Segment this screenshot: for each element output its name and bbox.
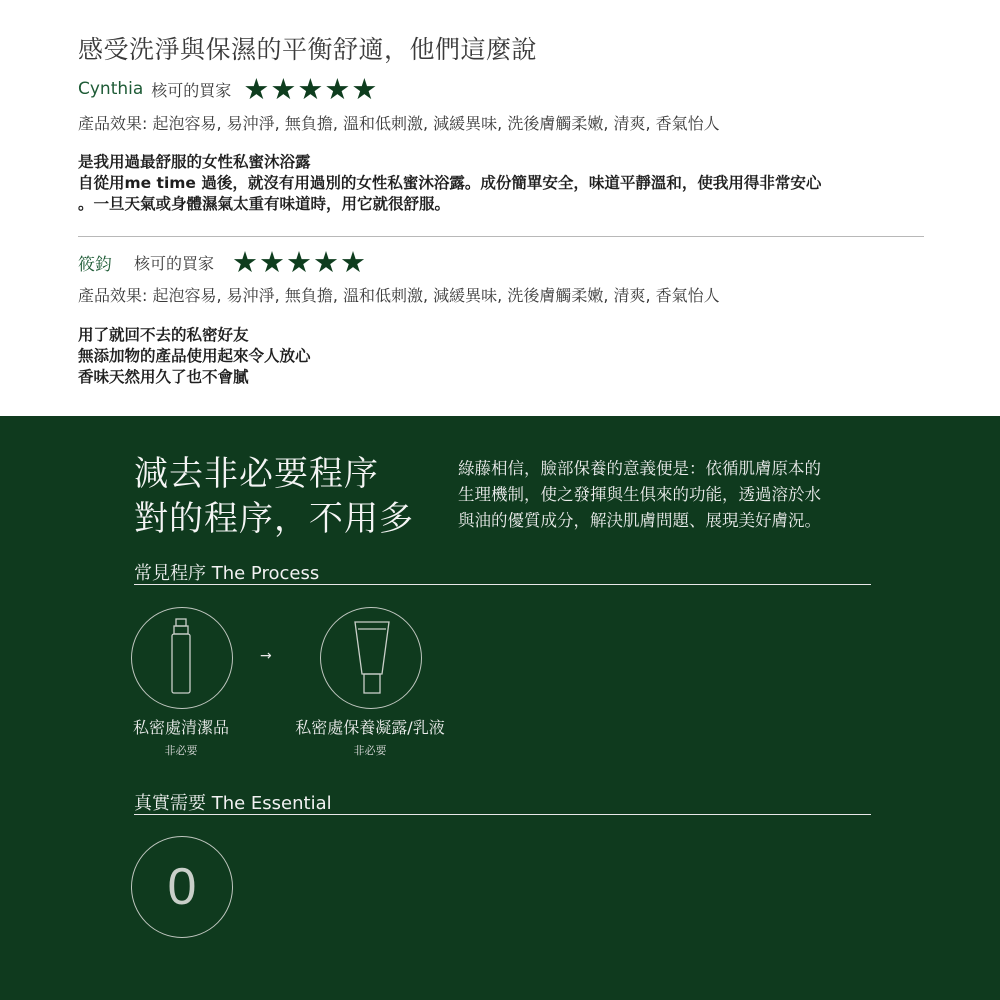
star-icon: ★ [324, 71, 351, 106]
reviews-section [0, 0, 1000, 416]
star-icon: ★ [351, 71, 378, 106]
lotion-label: 私密處保養凝露/乳液 [295, 718, 445, 737]
intro-line: 生理機制，使之發揮與生俱來的功能，透過溶於水 [458, 485, 821, 504]
review-line: 是我用過最舒服的女性私蜜沐浴露 [78, 153, 311, 171]
star-icon: ★ [297, 71, 324, 106]
star-icon: ★ [340, 244, 367, 279]
review-line: 無添加物的產品使用起來令人放心 [78, 347, 311, 365]
tube-icon [321, 608, 421, 708]
reviewer-name: 筱鈞 [78, 254, 112, 275]
rating-stars [243, 71, 378, 106]
heading-line: 減去非必要程序 [134, 454, 379, 494]
star-icon: ★ [259, 244, 286, 279]
section-rule [134, 584, 871, 585]
review-header [78, 244, 367, 279]
intro-line: 與油的優質成分，解決肌膚問題、展現美好膚況。 [458, 511, 821, 530]
review-divider [78, 236, 924, 237]
review-effects: 產品效果: 起泡容易, 易沖淨, 無負擔, 溫和低刺激, 減緩異味, 洗後膚觸柔嫩, 清爽, 香氣怡人 [78, 114, 720, 133]
reviews-title: 感受洗淨與保濕的平衡舒適，他們這麼說 [78, 35, 538, 64]
essential-count: 0 [167, 858, 197, 916]
cleanser-label: 私密處清潔品 [132, 718, 229, 737]
section-rule [134, 814, 871, 815]
review-effects: 產品效果: 起泡容易, 易沖淨, 無負擔, 溫和低刺激, 減緩異味, 洗後膚觸柔嫩, 清爽, 香氣怡人 [78, 286, 720, 305]
star-icon: ★ [286, 244, 313, 279]
review-body [78, 152, 928, 215]
review-line: 。一旦天氣或身體濕氣太重有味道時，用它就很舒服。 [78, 195, 451, 213]
star-icon: ★ [270, 71, 297, 106]
cleanser-note: 非必要 [164, 744, 198, 757]
essential-title: 真實需要 The Essential [134, 793, 332, 814]
process-section [0, 416, 1000, 1000]
star-icon: ★ [232, 244, 259, 279]
verified-buyer-badge: 核可的買家 [134, 253, 215, 273]
rating-stars [232, 244, 367, 279]
verified-buyer-badge: 核可的買家 [151, 80, 232, 100]
review-body [78, 325, 928, 388]
process-intro [458, 456, 821, 534]
reviewer-name: Cynthia [78, 79, 144, 99]
cleanser-circle [131, 607, 233, 709]
review-line: 用了就回不去的私密好友 [78, 326, 249, 344]
essential-circle [131, 836, 233, 938]
common-process-title: 常見程序 The Process [134, 563, 320, 584]
star-icon: ★ [243, 71, 270, 106]
review-header [78, 71, 378, 106]
arrow-right-icon: → [260, 648, 272, 664]
lotion-circle [320, 607, 422, 709]
star-icon: ★ [313, 244, 340, 279]
lotion-note: 非必要 [353, 744, 387, 757]
review-line: 香味天然用久了也不會膩 [78, 368, 249, 386]
review-line: 自從用me time 過後，就沒有用過別的女性私蜜沐浴露。成份簡單安全，味道平靜溫和，使我用得非常安心 [78, 174, 822, 192]
intro-line: 綠藤相信，臉部保養的意義便是：依循肌膚原本的 [458, 459, 821, 478]
bottle-icon [132, 608, 232, 708]
heading-line: 對的程序，不用多 [134, 499, 414, 539]
process-heading [134, 452, 414, 542]
